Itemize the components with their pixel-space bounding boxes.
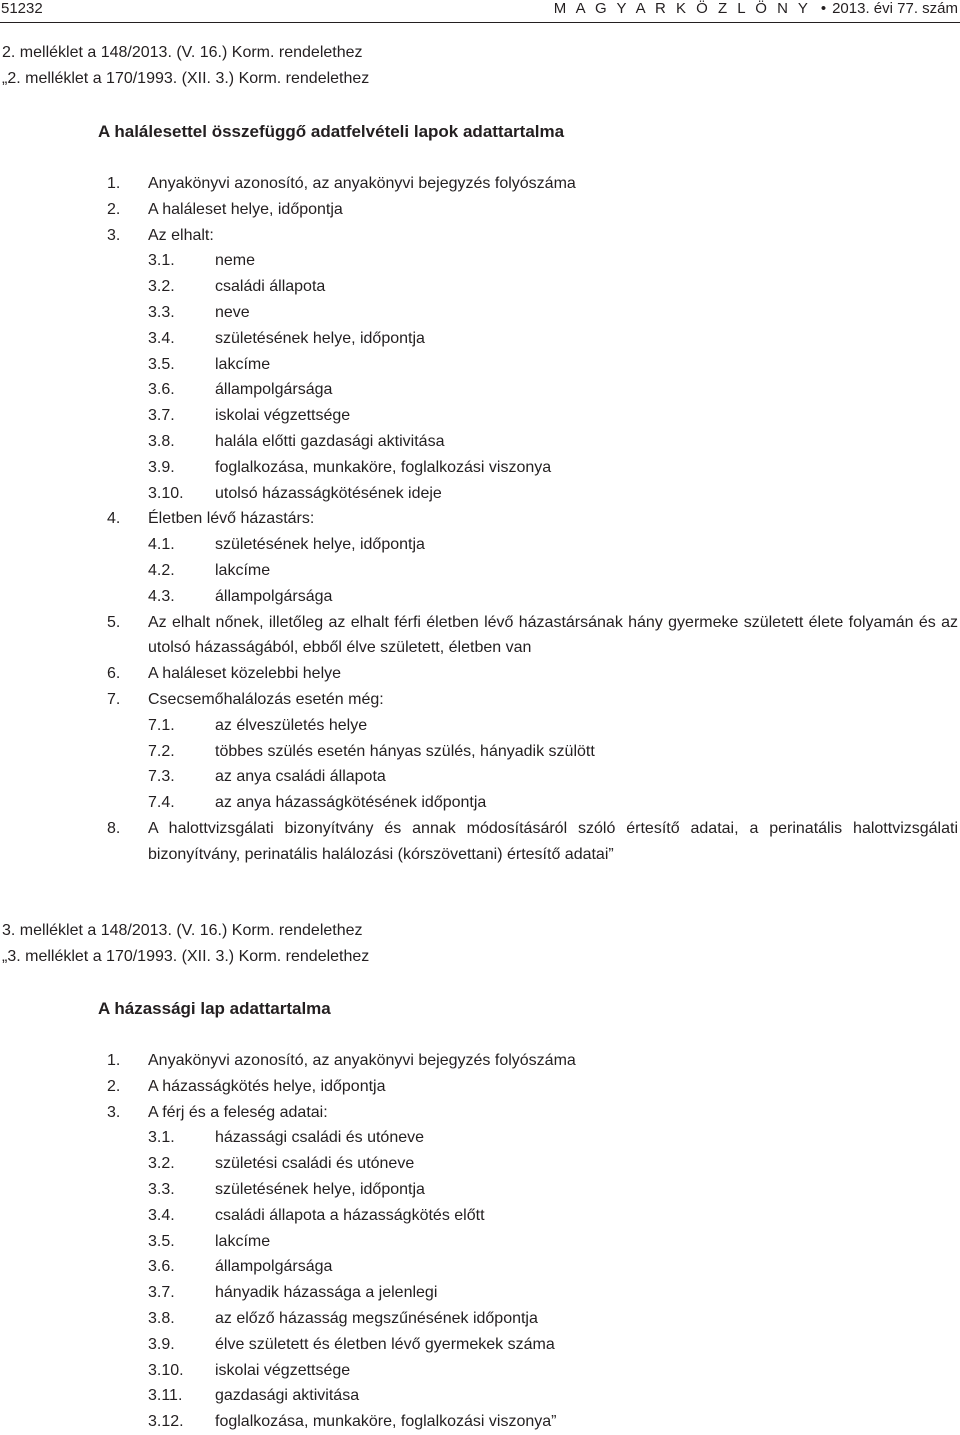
annex-2-line-1: 2. melléklet a 148/2013. (V. 16.) Korm. rendelethez	[2, 44, 363, 61]
list-item	[0, 197, 960, 223]
item-number: 3.5.	[148, 355, 175, 373]
list-item	[0, 248, 960, 274]
item-number: 3.7.	[148, 407, 175, 425]
item-text: családi állapota	[215, 278, 326, 296]
item-text: utolsó házasságkötésének ideje	[215, 484, 442, 502]
list-item	[0, 223, 960, 249]
item-number: 1.	[107, 175, 121, 192]
list-item	[0, 1358, 960, 1384]
journal-title: M A G Y A R K Ö Z L Ö N Y	[553, 0, 811, 17]
item-number: 2.	[107, 1077, 121, 1095]
item-number: 6.	[107, 665, 121, 683]
list-item	[0, 558, 960, 584]
item-text: az anya házasságkötésének időpontja	[215, 794, 487, 812]
header-rule	[0, 22, 960, 23]
item-number: 1.	[107, 1052, 121, 1069]
item-text: az előző házasság megszűnésének időpontja	[215, 1309, 538, 1327]
item-text: Csecsemőhalálozás esetén még:	[148, 690, 384, 708]
item-number: 3.2.	[148, 1155, 175, 1173]
item-text: gazdasági aktivitása	[215, 1387, 360, 1405]
item-text: az élveszületés helye	[215, 716, 368, 734]
item-text: neve	[215, 303, 250, 321]
item-number: 3.2.	[148, 278, 175, 296]
list-item	[0, 1177, 960, 1203]
item-text: A férj és a feleség adatai:	[148, 1103, 328, 1121]
list-item	[0, 506, 960, 532]
item-number: 3.12.	[148, 1413, 184, 1431]
item-number: 4.	[107, 510, 121, 528]
item-text: Az elhalt nőnek, illetőleg az elhalt férfi életben lévő házastársának hány gyermeke született élete folyamán és az utolsó házasságából, ebből élve született, életben van	[148, 613, 958, 657]
item-text: hányadik házassága a jelenlegi	[215, 1284, 438, 1302]
item-text: az anya családi állapota	[215, 768, 386, 786]
annex-2-reference	[2, 40, 960, 92]
list-item	[0, 713, 960, 739]
item-number: 8.	[107, 819, 121, 837]
list-item	[0, 455, 960, 481]
list-item	[0, 1254, 960, 1280]
annex-2-title: A halálesettel összefüggő adatfelvételi lapok adattartalma	[98, 122, 565, 141]
list-item	[0, 326, 960, 352]
item-text: iskolai végzettsége	[215, 407, 351, 425]
item-text: születésének helye, időpontja	[215, 329, 425, 347]
annex-3-reference	[2, 918, 960, 970]
list-item	[0, 790, 960, 816]
page-number: 51232	[1, 0, 43, 17]
item-number: 3.3.	[148, 303, 175, 321]
item-text: állampolgársága	[215, 587, 333, 605]
item-text: születési családi és utóneve	[215, 1155, 415, 1173]
list-item	[0, 429, 960, 455]
list-item	[0, 1151, 960, 1177]
list-item	[0, 274, 960, 300]
item-text: A haláleset közelebbi helye	[148, 665, 342, 683]
item-text: állampolgársága	[215, 1258, 333, 1276]
item-number: 7.4.	[148, 794, 175, 812]
item-number: 4.1.	[148, 536, 175, 554]
list-item	[0, 816, 960, 868]
list-item	[0, 1203, 960, 1229]
list-item	[0, 403, 960, 429]
item-number: 7.	[107, 690, 121, 708]
list-item	[0, 661, 960, 687]
list-item	[0, 1100, 960, 1126]
item-number: 3.6.	[148, 381, 175, 399]
annex-2-line-2: „2. melléklet a 170/1993. (XII. 3.) Korm. rendelethez	[2, 70, 370, 87]
annex-2-list	[0, 171, 960, 868]
item-number: 3.9.	[148, 458, 175, 476]
item-text: Az elhalt:	[148, 226, 214, 244]
item-number: 3.11.	[148, 1387, 183, 1405]
header-separator: •	[820, 0, 827, 17]
journal-heading	[554, 0, 958, 18]
item-number: 3.6.	[148, 1258, 175, 1276]
list-item	[0, 739, 960, 765]
item-text: élve született és életben lévő gyermekek száma	[215, 1335, 555, 1353]
item-number: 3.4.	[148, 1206, 175, 1224]
item-text: foglalkozása, munkaköre, foglalkozási viszonya”	[215, 1413, 557, 1431]
item-number: 7.3.	[148, 768, 175, 786]
item-number: 3.10.	[148, 484, 184, 502]
list-item	[0, 171, 960, 197]
list-item	[0, 1306, 960, 1332]
item-text: lakcíme	[215, 1232, 271, 1250]
list-item	[0, 1409, 960, 1435]
list-item	[0, 377, 960, 403]
item-text: halála előtti gazdasági aktivitása	[215, 432, 445, 450]
item-text: családi állapota a házasságkötés előtt	[215, 1206, 485, 1224]
item-text: állampolgársága	[215, 381, 333, 399]
annex-3-title: A házassági lap adattartalma	[98, 999, 331, 1018]
page-header	[0, 0, 960, 20]
item-number: 4.3.	[148, 587, 175, 605]
item-text: születésének helye, időpontja	[215, 536, 425, 554]
item-text: születésének helye, időpontja	[215, 1180, 425, 1198]
list-item	[0, 481, 960, 507]
item-number: 7.2.	[148, 742, 175, 760]
item-number: 3.1.	[148, 252, 175, 270]
item-text: lakcíme	[215, 355, 271, 373]
item-text: Anyakönyvi azonosító, az anyakönyvi bejegyzés folyószáma	[148, 175, 576, 192]
issue-number: 2013. évi 77. szám	[832, 0, 958, 17]
list-item	[0, 1048, 960, 1074]
item-text: A házasságkötés helye, időpontja	[148, 1077, 386, 1095]
item-text: iskolai végzettsége	[215, 1361, 351, 1379]
item-number: 3.9.	[148, 1335, 175, 1353]
item-number: 3.8.	[148, 1309, 175, 1327]
item-number: 3.8.	[148, 432, 175, 450]
item-number: 3.	[107, 226, 121, 244]
annex-3-line-2: „3. melléklet a 170/1993. (XII. 3.) Korm. rendelethez	[2, 948, 370, 965]
item-text: Életben lévő házastárs:	[148, 510, 315, 528]
list-item	[0, 764, 960, 790]
item-number: 7.1.	[148, 716, 175, 734]
item-number: 3.1.	[148, 1129, 175, 1147]
list-item	[0, 1229, 960, 1255]
item-number: 3.3.	[148, 1180, 175, 1198]
annex-3-list	[0, 1048, 960, 1435]
item-number: 3.4.	[148, 329, 175, 347]
list-item	[0, 1280, 960, 1306]
item-text: házassági családi és utóneve	[215, 1129, 425, 1147]
item-number: 3.5.	[148, 1232, 175, 1250]
item-number: 3.7.	[148, 1284, 175, 1302]
list-item	[0, 1125, 960, 1151]
item-number: 5.	[107, 613, 121, 631]
item-text: A haláleset helye, időpontja	[148, 200, 343, 218]
item-number: 2.	[107, 200, 121, 218]
annex-3-line-1: 3. melléklet a 148/2013. (V. 16.) Korm. rendelethez	[2, 922, 363, 939]
list-item	[0, 1074, 960, 1100]
item-number: 3.10.	[148, 1361, 184, 1379]
item-text: többes szülés esetén hányas szülés, hányadik szülött	[215, 742, 595, 760]
list-item	[0, 687, 960, 713]
item-number: 4.2.	[148, 561, 175, 579]
item-text: foglalkozása, munkaköre, foglalkozási viszonya	[215, 458, 552, 476]
list-item	[0, 1332, 960, 1358]
item-text: Anyakönyvi azonosító, az anyakönyvi bejegyzés folyószáma	[148, 1052, 576, 1069]
item-text: A halottvizsgálati bizonyítvány és annak módosításáról szóló értesítő adatai, a perinatális halottvizsgálati bizonyítvány, perinatális halálozási (kórszövettani) értesítő adatai”	[148, 819, 958, 863]
list-item	[0, 352, 960, 378]
list-item	[0, 1383, 960, 1409]
list-item	[0, 532, 960, 558]
list-item	[0, 300, 960, 326]
item-text: lakcíme	[215, 561, 271, 579]
item-text: neme	[215, 252, 256, 270]
list-item	[0, 610, 960, 662]
item-number: 3.	[107, 1103, 121, 1121]
list-item	[0, 584, 960, 610]
